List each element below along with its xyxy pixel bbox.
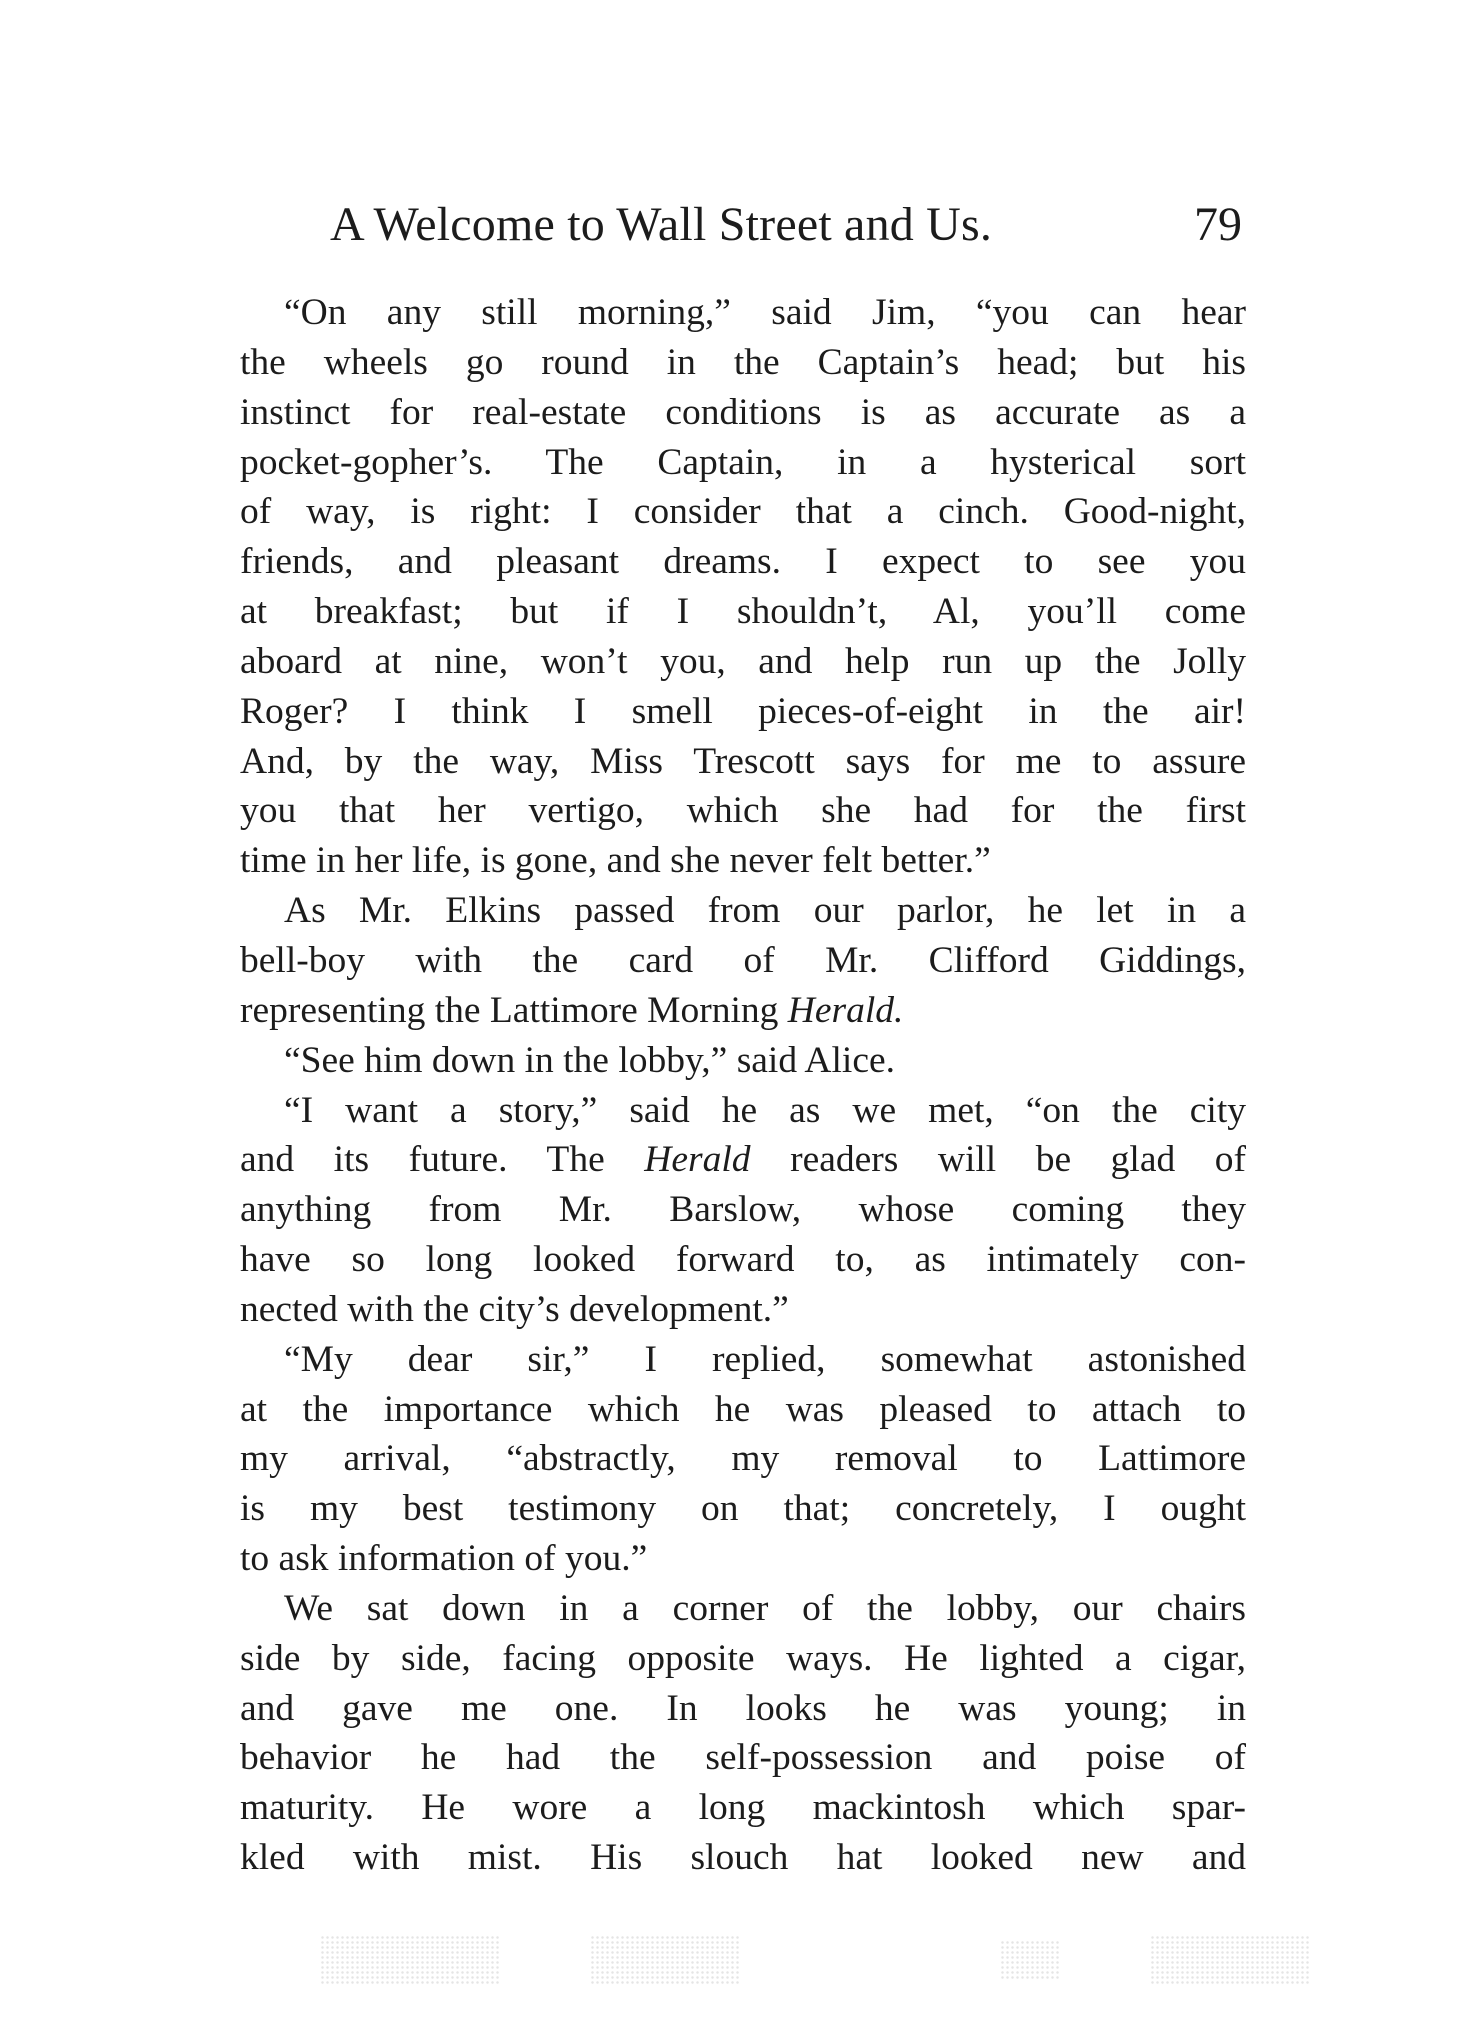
text-line: [240, 1135, 1246, 1185]
text-line: And, by the way, Miss Trescott says for me to assure: [240, 740, 1246, 782]
text-line: have so long looked forward to, as intimately con-: [240, 1239, 1246, 1281]
text-line: instinct for real-estate conditions is as accurate as a: [240, 391, 1246, 433]
text-line: [240, 986, 1246, 1036]
text-line: of way, is right: I consider that a cinch. Good-night,: [240, 491, 1246, 533]
text-line: bell-boy with the card of Mr. Clifford Giddings,: [240, 939, 1246, 981]
text-line: As Mr. Elkins passed from our parlor, he let in a: [284, 890, 1246, 932]
chapter-title: A Welcome to Wall Street and Us.: [330, 198, 993, 251]
text-line: and gave me one. In looks he was young; in: [240, 1687, 1246, 1729]
text-fragment: representing the Lattimore Morning: [240, 989, 779, 1031]
text-line: “See him down in the lobby,” said Alice.: [284, 1039, 895, 1081]
text-line: you that her vertigo, which she had for the first: [240, 790, 1246, 832]
text-line: behavior he had the self-possession and poise of: [240, 1737, 1246, 1779]
text-line: kled with mist. His slouch hat looked new and: [240, 1837, 1246, 1879]
newspaper-name: Herald.: [787, 989, 904, 1031]
text-line: “I want a story,” said he as we met, “on the city: [284, 1089, 1246, 1131]
body-text: [240, 288, 1246, 1883]
text-fragment: readers will be glad of: [790, 1139, 1247, 1181]
text-line: Roger? I think I smell pieces-of-eight in the air!: [240, 690, 1246, 732]
text-line: time in her life, is gone, and she never felt better.”: [240, 840, 991, 882]
text-line: is my best testimony on that; concretely, I ought: [240, 1488, 1246, 1530]
text-line: at breakfast; but if I shouldn’t, Al, you’ll come: [240, 591, 1246, 633]
text-fragment: and its future. The: [240, 1139, 605, 1181]
text-line: anything from Mr. Barslow, whose coming they: [240, 1189, 1246, 1231]
print-speckle: [1150, 1935, 1310, 1985]
text-line: friends, and pleasant dreams. I expect to see you: [240, 541, 1246, 583]
print-speckle: [320, 1935, 500, 1985]
text-line: pocket-gopher’s. The Captain, in a hysterical sort: [240, 441, 1246, 483]
text-line: to ask information of you.”: [240, 1538, 648, 1580]
text-line: the wheels go round in the Captain’s head; but his: [240, 341, 1246, 383]
newspaper-name: Herald: [644, 1139, 751, 1181]
print-speckle: [1000, 1940, 1060, 1980]
text-line: side by side, facing opposite ways. He lighted a cigar,: [240, 1637, 1246, 1679]
text-line: at the importance which he was pleased to attach to: [240, 1388, 1246, 1430]
text-line: nected with the city’s development.”: [240, 1288, 789, 1330]
page-number: 79: [1194, 198, 1242, 251]
print-speckle: [590, 1935, 740, 1985]
text-line: We sat down in a corner of the lobby, our chairs: [284, 1587, 1246, 1629]
text-line: aboard at nine, won’t you, and help run up the Jolly: [240, 640, 1246, 682]
text-line: “On any still morning,” said Jim, “you can hear: [284, 292, 1246, 333]
text-line: “My dear sir,” I replied, somewhat astonished: [284, 1338, 1246, 1380]
text-line: my arrival, “abstractly, my removal to Lattimore: [240, 1438, 1246, 1480]
text-line: maturity. He wore a long mackintosh which spar-: [240, 1787, 1246, 1829]
running-head: [330, 190, 1242, 260]
